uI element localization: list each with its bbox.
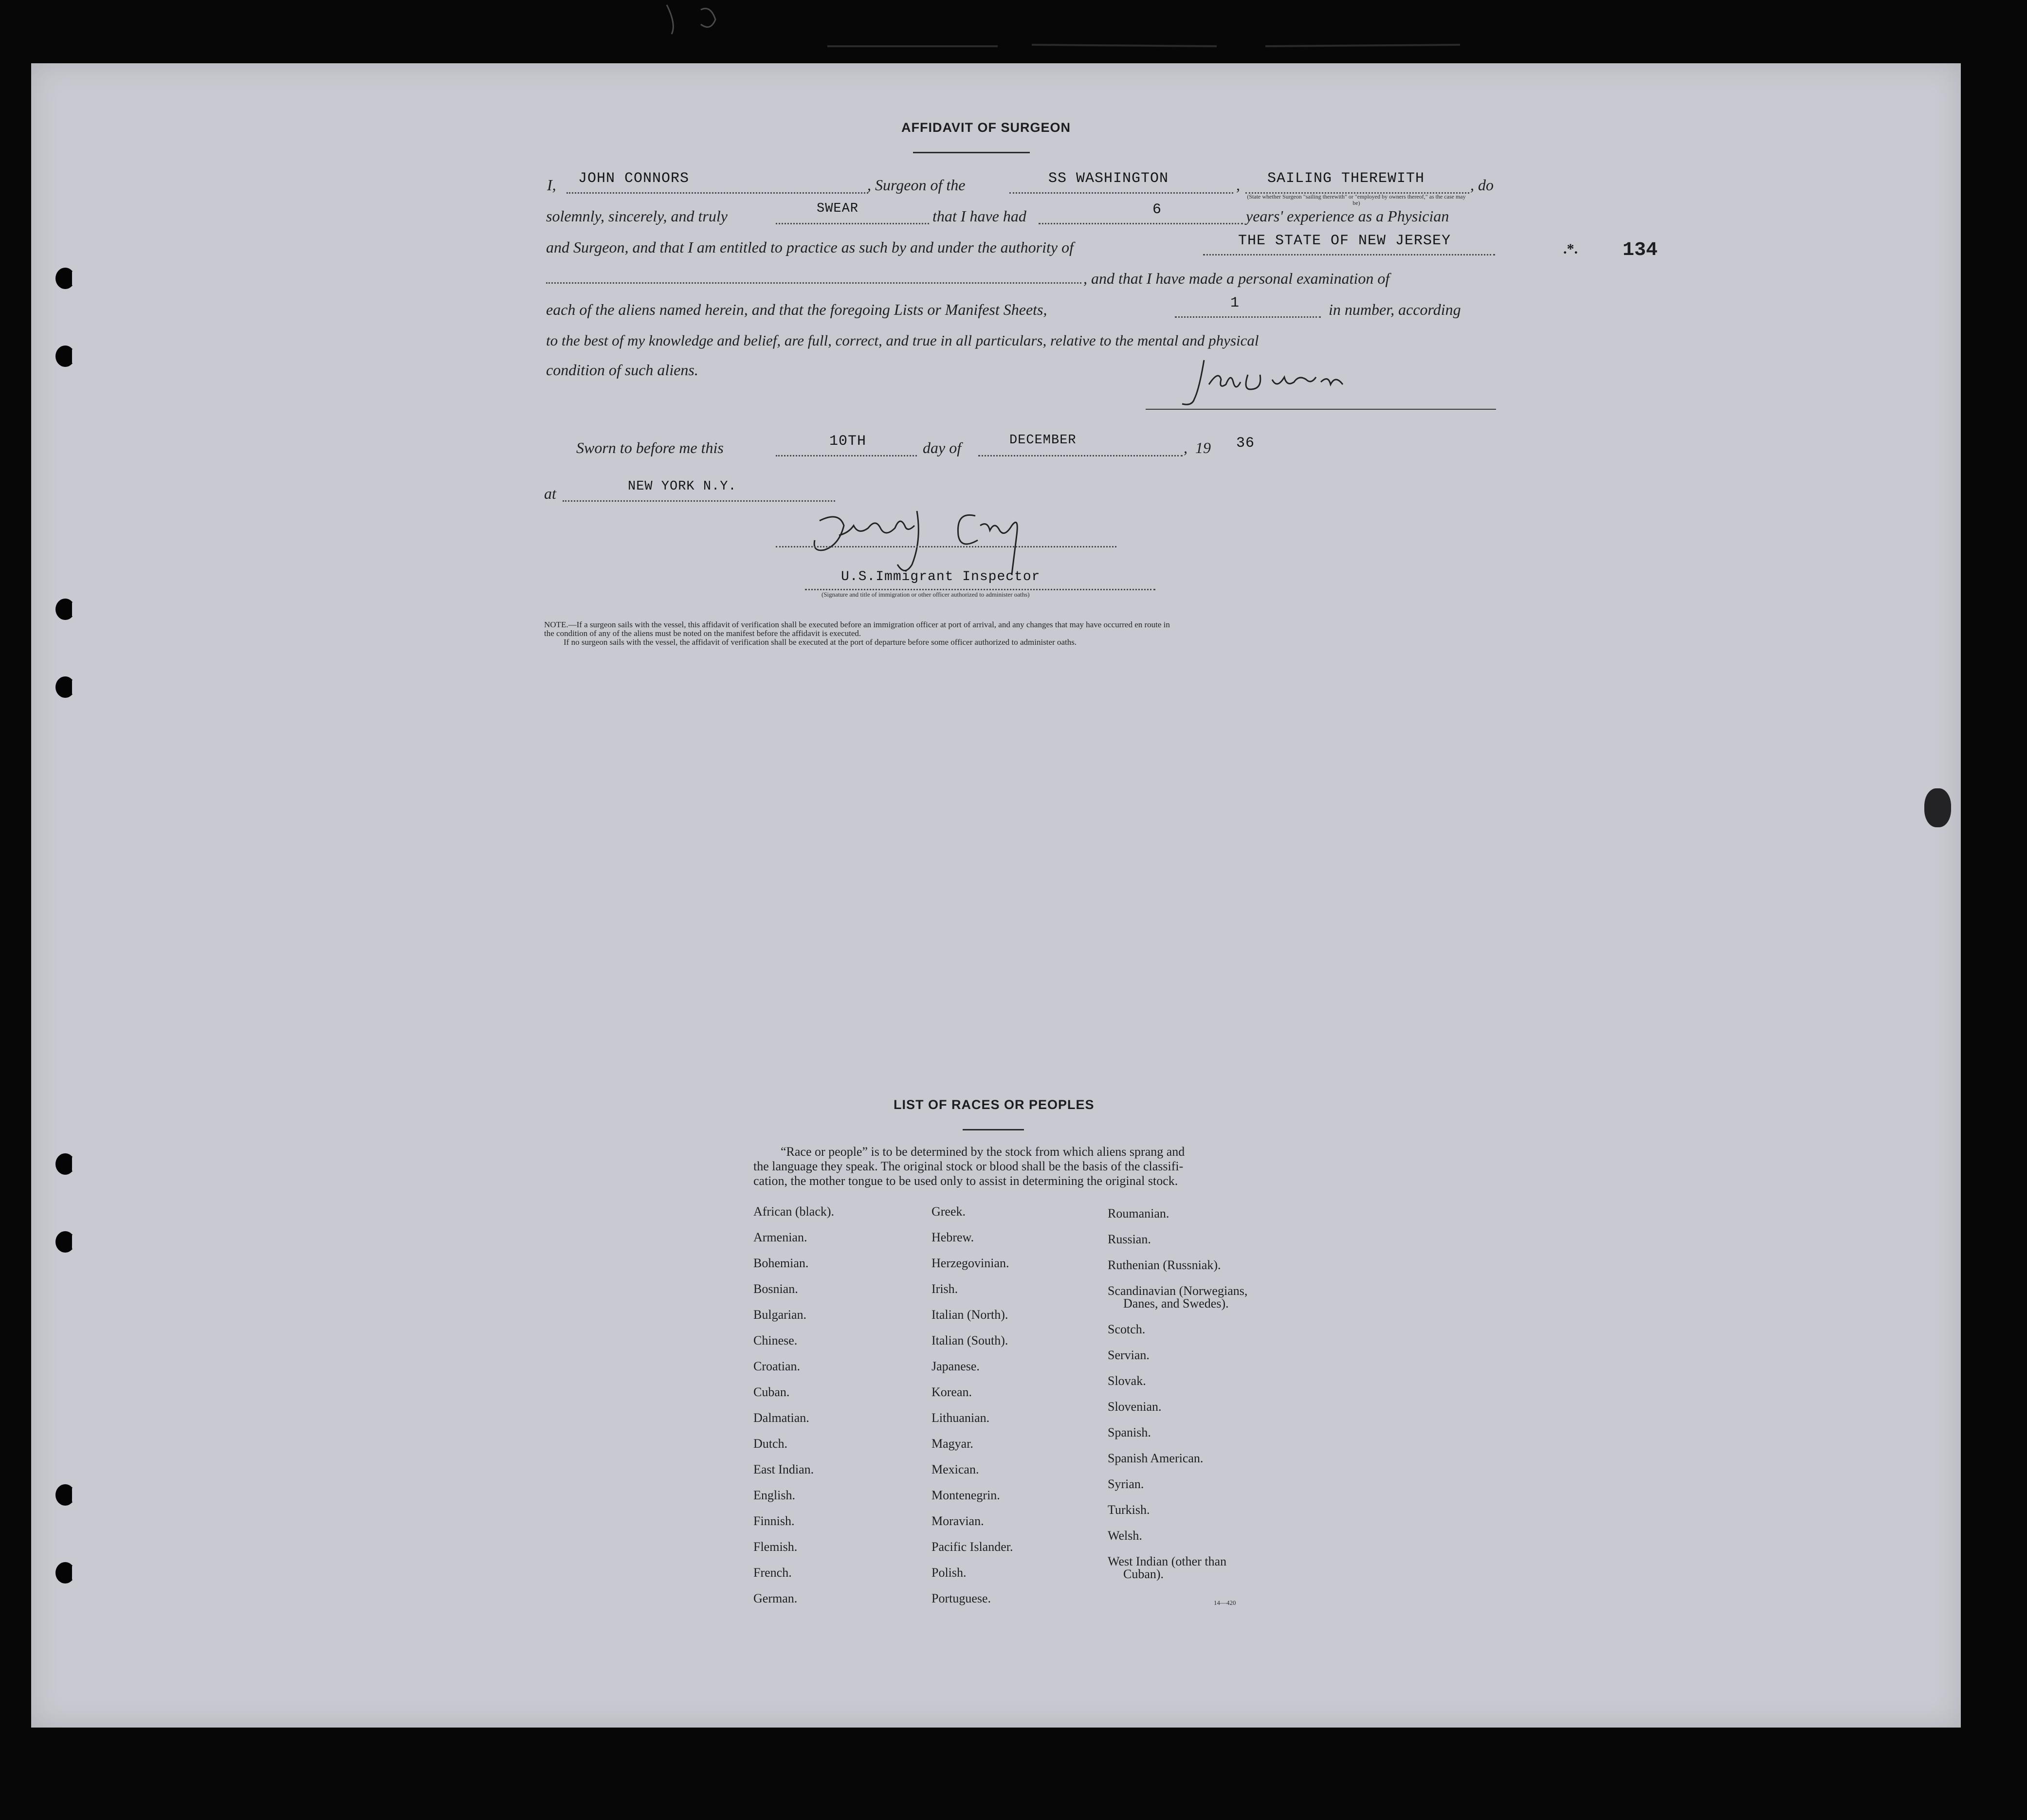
races-title-rule (963, 1129, 1024, 1130)
status-value: SAILING THEREWITH (1267, 170, 1425, 187)
surgeon-signature-line (1146, 409, 1496, 410)
text-at: at (544, 485, 556, 502)
race-item: Roumanian. (1108, 1206, 1169, 1220)
text-do: , do (1470, 176, 1494, 194)
race-item: African (black). (753, 1204, 835, 1219)
place-line (563, 500, 835, 502)
text-in-number: in number, according (1329, 301, 1461, 318)
sworn-month-line (978, 455, 1183, 456)
race-item: Ruthenian (Russniak). (1108, 1258, 1221, 1272)
officer-title: U.S.Immigrant Inspector (841, 569, 1041, 584)
race-item: Lithuanian. (931, 1411, 990, 1425)
punch-hole (55, 346, 75, 367)
text-and-surgeon: and Surgeon, and that I am entitled to practice as such by and under the authority of (546, 238, 1074, 256)
sworn-day-value: 10TH (829, 433, 867, 450)
race-item: Italian (North). (931, 1308, 1008, 1322)
punch-hole (55, 599, 75, 620)
punch-hole (55, 1231, 75, 1253)
race-item: English. (753, 1488, 795, 1502)
race-item: Hebrew. (931, 1230, 974, 1244)
text-years-exp: years' experience as a Physician (1246, 207, 1449, 225)
status-hint: (State whether Surgeon "sailing therewith" or "employed by owners thereof," as the case may be) (1247, 193, 1466, 206)
punch-hole (55, 268, 75, 289)
officer-caption: (Signature and title of immigration or other officer authorized to administer oaths) (822, 591, 1030, 598)
race-item: Polish. (931, 1565, 967, 1580)
race-item: Spanish. (1108, 1425, 1151, 1439)
oath-line (776, 223, 929, 224)
race-item: Croatian. (753, 1359, 801, 1373)
officer-title-line (805, 589, 1155, 590)
race-item: Japanese. (931, 1359, 980, 1373)
text-day-of: day of (923, 439, 962, 456)
race-item: Moravian. (931, 1514, 984, 1528)
races-intro-3: cation, the mother tongue to be used only to assist in determining the original stock. (753, 1174, 1178, 1188)
note-line-2: the condition of any of the aliens must be noted on the manifest before the affidavit is executed. (544, 629, 861, 638)
race-item: Welsh. (1108, 1529, 1142, 1543)
race-item: West Indian (other than (1108, 1554, 1227, 1568)
text-sworn: Sworn to before me this (576, 439, 724, 456)
race-item: German. (753, 1591, 798, 1605)
race-item: Bohemian. (753, 1256, 809, 1270)
race-item: Danes, and Swedes). (1123, 1296, 1229, 1310)
document-page (31, 63, 1961, 1728)
text-i: I, (547, 176, 556, 194)
surgeon-name-line (566, 192, 868, 194)
race-item: Irish. (931, 1282, 958, 1296)
sheets-line (1175, 316, 1321, 318)
punch-hole (55, 1484, 75, 1506)
race-item: Bulgarian. (753, 1308, 807, 1322)
race-item: Spanish American. (1108, 1451, 1204, 1465)
race-item: French. (753, 1565, 792, 1580)
text-personal: , and that I have made a personal examination of (1083, 270, 1390, 287)
race-item: Flemish. (753, 1540, 798, 1554)
punch-hole (55, 1153, 75, 1175)
page-number-mark: .*. (1563, 241, 1578, 257)
race-item: Montenegrin. (931, 1488, 1000, 1502)
form-code: 14—420 (1214, 1599, 1236, 1606)
race-item: Korean. (931, 1385, 972, 1399)
race-item: Dalmatian. (753, 1411, 809, 1425)
page-number: 134 (1623, 239, 1658, 261)
race-item: Syrian. (1108, 1477, 1144, 1491)
race-item: Magyar. (931, 1437, 973, 1451)
surgeon-signature (1175, 355, 1379, 414)
races-intro-2: the language they speak. The original stock or blood shall be the basis of the classifi- (753, 1159, 1184, 1173)
ink-stain (1924, 788, 1951, 827)
race-item: Turkish. (1108, 1503, 1150, 1517)
inspector-signature-line (776, 546, 1116, 547)
note-line-3: If no surgeon sails with the vessel, the affidavit of verification shall be executed at the port of departure before some officer authorized to administer oaths. (564, 637, 1077, 647)
race-item: Portuguese. (931, 1591, 991, 1605)
races-title: LIST OF RACES OR PEOPLES (894, 1097, 1095, 1112)
place-value: NEW YORK N.Y. (628, 479, 737, 494)
punch-hole (55, 676, 75, 698)
race-item: East Indian. (753, 1462, 814, 1476)
authority-continuation-line (546, 282, 1081, 284)
race-item: Herzegovinian. (931, 1256, 1009, 1270)
oath-value: SWEAR (817, 201, 859, 216)
text-each: each of the aliens named herein, and that the foregoing Lists or Manifest Sheets, (546, 301, 1047, 318)
race-item: Slovenian. (1108, 1400, 1162, 1414)
race-item: Finnish. (753, 1514, 795, 1528)
text-that-had: that I have had (932, 207, 1026, 225)
years-value: 6 (1152, 201, 1162, 218)
note-line-1: NOTE.—If a surgeon sails with the vessel, this affidavit of verification shall be executed before an immigration officer at port of arrival, and any changes that may have occurred en route in (544, 620, 1170, 629)
race-item: Greek. (931, 1204, 966, 1219)
race-item: Mexican. (931, 1462, 979, 1476)
races-intro-1: “Race or people” is to be determined by the stock from which aliens sprang and (781, 1145, 1185, 1159)
race-item: Scandinavian (Norwegians, (1108, 1284, 1248, 1298)
year-suffix: 36 (1236, 435, 1255, 452)
race-item: Pacific Islander. (931, 1540, 1013, 1554)
text-best: to the best of my knowledge and belief, are full, correct, and true in all particulars, relative to the mental and physical (546, 332, 1259, 349)
authority-line (1203, 254, 1495, 255)
text-solemnly: solemnly, sincerely, and truly (546, 207, 728, 225)
race-item: Chinese. (753, 1333, 798, 1347)
race-item: Russian. (1108, 1232, 1151, 1246)
vessel-value: SS WASHINGTON (1048, 170, 1169, 187)
race-item: Italian (South). (931, 1333, 1008, 1347)
years-line (1039, 223, 1243, 224)
race-item: Servian. (1108, 1348, 1150, 1362)
surgeon-name-value: JOHN CONNORS (578, 170, 690, 187)
race-item: Dutch. (753, 1437, 788, 1451)
title-rule (913, 152, 1030, 153)
race-item: Cuban. (753, 1385, 790, 1399)
race-item: Cuban). (1123, 1567, 1164, 1581)
race-item: Bosnian. (753, 1282, 798, 1296)
text-condition: condition of such aliens. (546, 361, 698, 379)
punch-hole (55, 1562, 75, 1583)
sheets-value: 1 (1230, 295, 1240, 311)
vessel-line (1009, 192, 1233, 194)
race-item: Armenian. (753, 1230, 807, 1244)
race-item: Scotch. (1108, 1322, 1146, 1336)
affidavit-title: AFFIDAVIT OF SURGEON (901, 120, 1071, 135)
text-comma: , (1236, 176, 1240, 194)
text-surgeon-of: , Surgeon of the (867, 176, 966, 194)
sworn-month-value: DECEMBER (1009, 433, 1077, 448)
year-prefix: 19 (1195, 439, 1211, 456)
text-comma-year: , (1184, 439, 1187, 456)
race-item: Slovak. (1108, 1374, 1146, 1388)
authority-value: THE STATE OF NEW JERSEY (1238, 233, 1451, 249)
sworn-day-line (776, 455, 917, 456)
